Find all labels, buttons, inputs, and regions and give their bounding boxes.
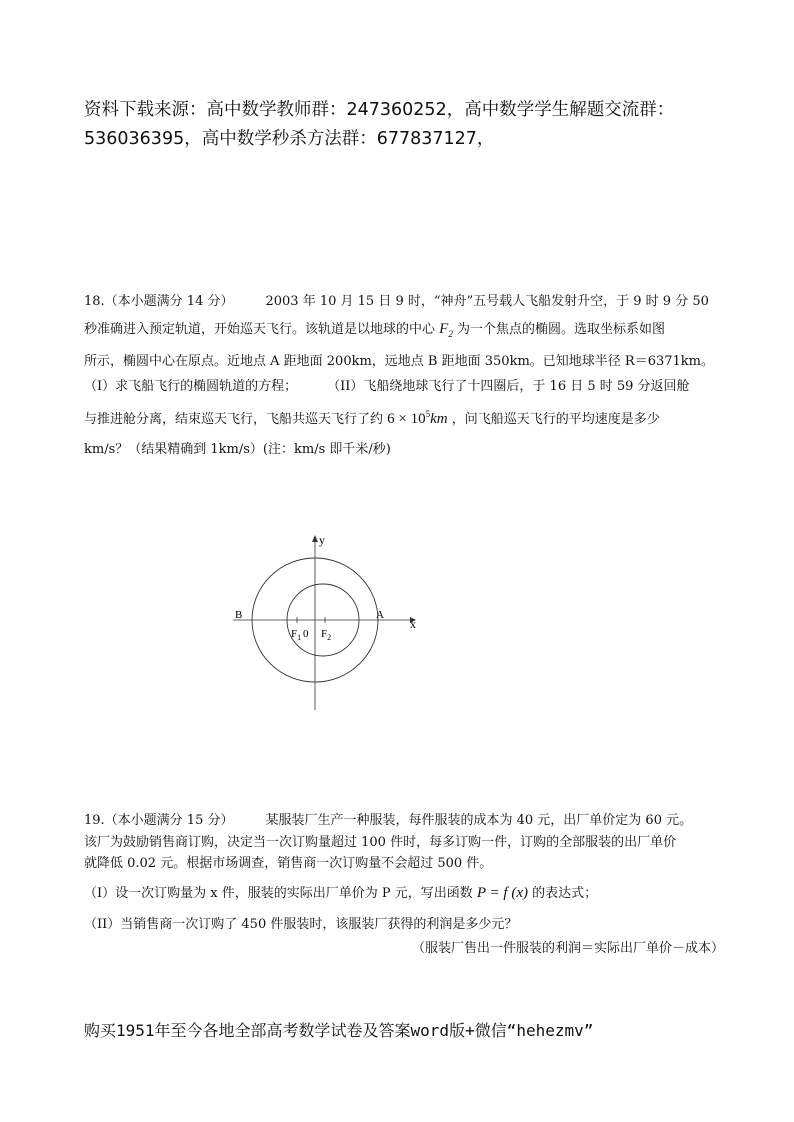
q18-line-2: 秒准确进入预定轨道，开始巡天飞行。该轨道是以地球的中心 $F_2$ 为一个焦点的椭圆。选取坐标系如图 xyxy=(84,320,665,339)
ellipse-orbit-diagram xyxy=(225,530,425,715)
point-a-label: A xyxy=(376,609,384,621)
header-source-info xyxy=(84,96,724,154)
point-b-label: B xyxy=(235,609,243,621)
axis-x-label: x xyxy=(410,617,416,631)
distance-formula: $6 \times 10^5km$ xyxy=(387,408,448,427)
question-18 xyxy=(84,288,724,463)
q18-line-5: 与推进舱分离，结束巡天飞行，飞船共巡天飞行了约 $6 \times 10^5km$ ，问飞船巡天飞行的平均速度是多少 xyxy=(84,408,660,427)
function-formula: P = f (x) xyxy=(476,884,528,901)
header-line-2: 536036395，高中数学秒杀方法群：677837127， xyxy=(84,129,495,149)
axis-y-label: y xyxy=(319,533,325,547)
q18-part-1: （I）求飞船飞行的椭圆轨道的方程； xyxy=(84,378,298,394)
q18-text-1: 2003 年 10 月 15 日 9 时，“神舟”五号载人飞船发射升空，于 9 时 9 分 50 xyxy=(265,294,709,309)
focus-f2: $F_2$ xyxy=(439,320,453,339)
q18-number: 18.（本小题满分 14 分） xyxy=(84,294,234,309)
q19-line-1: 19.（本小题满分 15 分） 某服装厂生产一种服装，每件服装的成本为 40 元，出厂单价定为 60 元。 xyxy=(84,813,693,828)
question-19 xyxy=(84,810,724,959)
q19-part-2: （II）当销售商一次订购了 450 件服装时，该服装厂获得的利润是多少元？ xyxy=(84,916,518,932)
q19-line-2: 该厂为鼓励销售商订购，决定当一次订购量超过 100 件时，每多订购一件，订购的全部服装的出厂单价 xyxy=(84,834,677,850)
footer-ad: 购买1951年至今各地全部高考数学试卷及答案word版+微信“hehezmv” xyxy=(84,1021,594,1040)
q18-part-2: （II）飞船绕地球飞行了十四圈后，于 16 日 5 时 59 分返回舱 xyxy=(327,378,690,394)
q19-number: 19.（本小题满分 15 分） xyxy=(84,813,234,828)
header-line-1: 资料下载来源：高中数学教师群：247360252，高中数学学生解题交流群： xyxy=(84,100,675,120)
origin-label: 0 xyxy=(303,628,309,640)
q18-line-6: km/s？（结果精确到 1km/s）(注：km/s 即千米/秒) xyxy=(84,441,391,457)
q18-line-4 xyxy=(84,376,724,398)
q19-line-3: 就降低 0.02 元。根据市场调查，销售商一次订购量不会超过 500 件。 xyxy=(84,856,493,871)
f1-label: $F_1$ xyxy=(291,628,302,642)
q19-note: （服装厂售出一件服装的利润＝实际出厂单价－成本） xyxy=(411,940,724,956)
y-axis-arrow xyxy=(312,535,318,542)
f2-label: $F_2$ xyxy=(321,628,332,642)
q18-line-3: 所示，椭圆中心在原点。近地点 A 距地面 200km，远地点 B 距地面 350km。已知地球半径 R＝6371km。 xyxy=(84,354,714,369)
q18-line-1 xyxy=(84,288,724,316)
q19-part-1: （I）设一次订购量为 x 件，服装的实际出厂单价为 P 元，写出函数 P = f (x) 的表达式； xyxy=(84,884,598,901)
